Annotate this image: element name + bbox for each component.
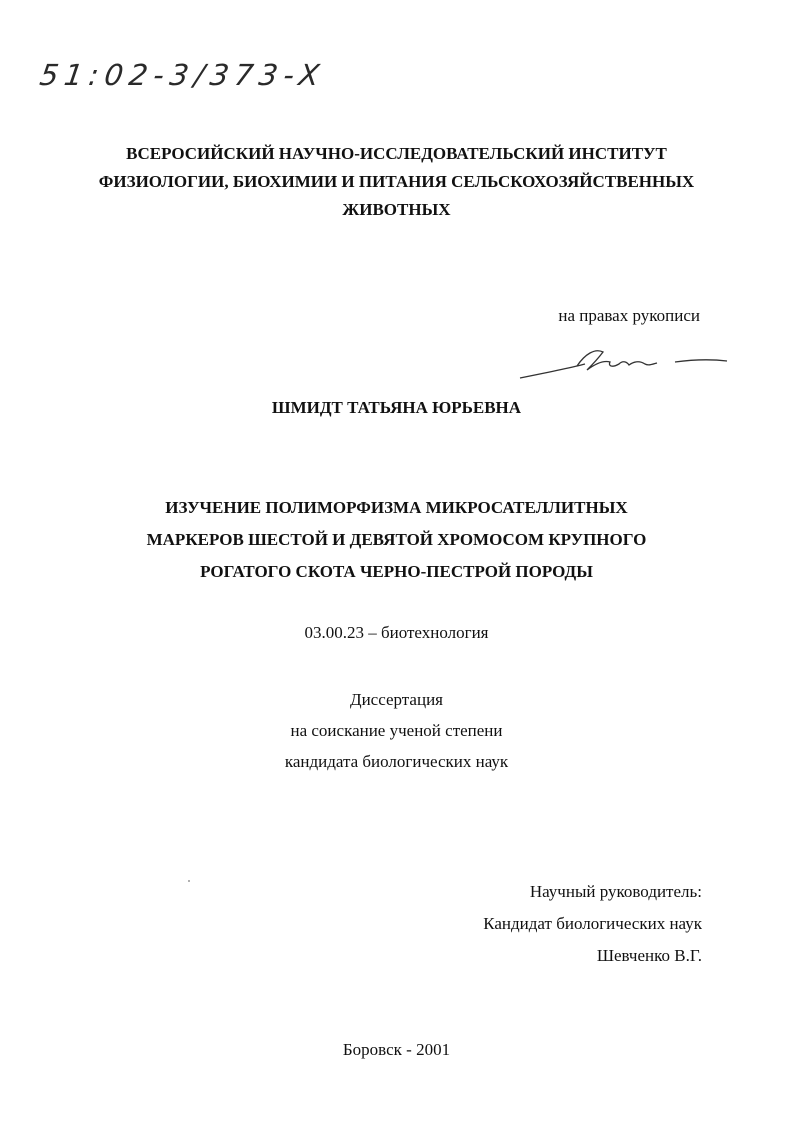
institution-name: [0, 140, 793, 224]
degree-line: на соискание ученой степени: [290, 721, 503, 740]
scan-speck: [188, 880, 190, 882]
institution-line: ВСЕРОСИЙСКИЙ НАУЧНО-ИССЛЕДОВАТЕЛЬСКИЙ ИНСТИТУТ: [126, 144, 667, 163]
title-line: РОГАТОГО СКОТА ЧЕРНО-ПЕСТРОЙ ПОРОДЫ: [200, 562, 593, 581]
specialty-code: 03.00.23 – биотехнология: [304, 623, 489, 642]
rights-note: на правах рукописи: [558, 306, 700, 325]
handwritten-catalog-code: 51:02-3/373-X: [37, 58, 328, 92]
title-line: МАРКЕРОВ ШЕСТОЙ И ДЕВЯТОЙ ХРОМОСОМ КРУПНОГО: [146, 530, 647, 549]
title-line: ИЗУЧЕНИЕ ПОЛИМОРФИЗМА МИКРОСАТЕЛЛИТНЫХ: [165, 498, 628, 517]
degree-line: Диссертация: [349, 690, 443, 709]
author-name: ШМИДТ ТАТЬЯНА ЮРЬЕВНА: [271, 398, 522, 417]
institution-line: ЖИВОТНЫХ: [342, 200, 451, 219]
dissertation-title: [0, 492, 793, 588]
degree-line: кандидата биологических наук: [284, 752, 509, 771]
place-and-year: Боровск - 2001: [342, 1040, 451, 1059]
institution-line: ФИЗИОЛОГИИ, БИОХИМИИ И ПИТАНИЯ СЕЛЬСКОХОЗЯЙСТВЕННЫХ: [98, 172, 695, 191]
supervisor-line: Шевченко В.Г.: [596, 946, 702, 965]
supervisor-line: Кандидат биологических наук: [483, 914, 702, 933]
degree-statement: [0, 684, 793, 777]
supervisor-line: Научный руководитель:: [529, 882, 702, 901]
handwritten-signature: [515, 340, 730, 390]
supervisor-block: [483, 876, 702, 972]
